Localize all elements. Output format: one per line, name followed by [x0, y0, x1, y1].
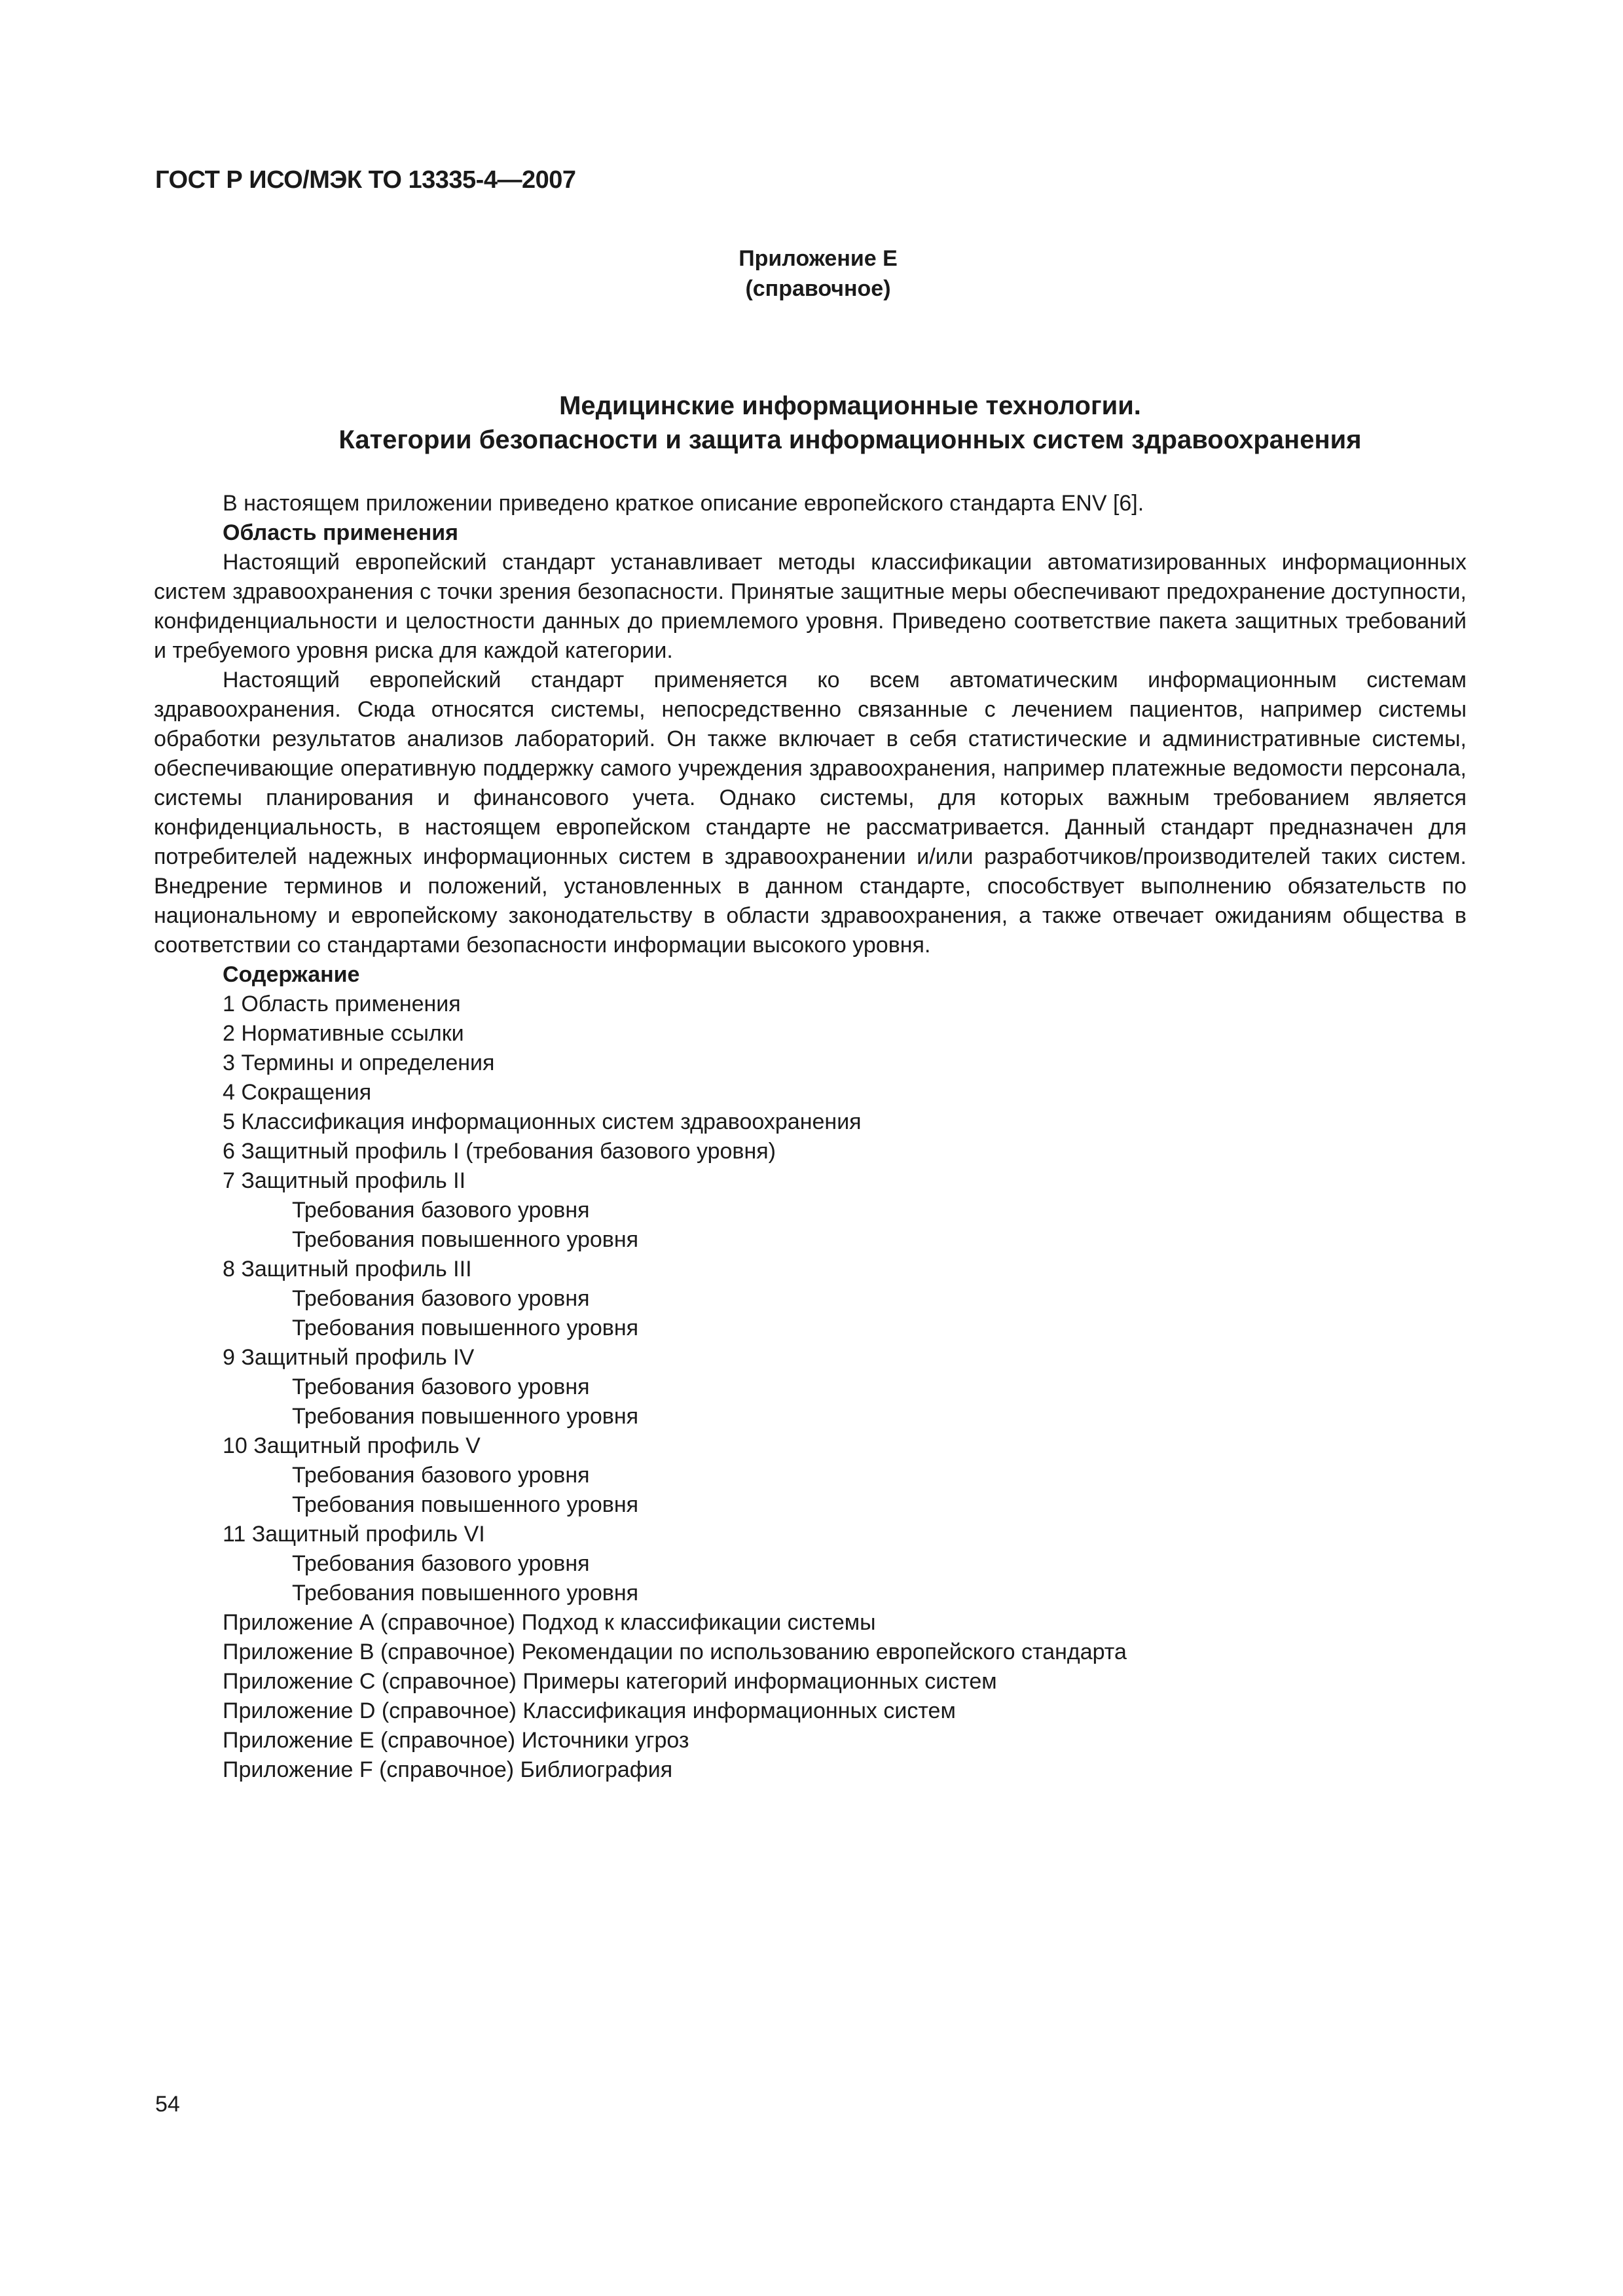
contents-item: 6 Защитный профиль I (требования базового уровня) — [223, 1139, 776, 1164]
scope-heading: Область применения — [223, 520, 459, 545]
contents-subitem: Требования повышенного уровня — [292, 1227, 639, 1252]
contents-item: Приложение А (справочное) Подход к классификации системы — [223, 1610, 876, 1635]
contents-subitem: Требования базового уровня — [292, 1463, 590, 1488]
annex-title — [0, 389, 1623, 457]
contents-subitem: Требования базового уровня — [292, 1198, 590, 1223]
contents-item: Приложение D (справочное) Классификация информационных систем — [223, 1698, 956, 1723]
contents-item: 11 Защитный профиль VI — [223, 1522, 485, 1547]
annex-status: (справочное) — [745, 276, 891, 301]
contents-item: 2 Нормативные ссылки — [223, 1021, 464, 1046]
contents-item: 9 Защитный профиль IV — [223, 1345, 475, 1370]
document-body — [154, 489, 1467, 1785]
intro-paragraph: В настоящем приложении приведено краткое описание европейского стандарта ENV [6]. — [223, 491, 1144, 516]
contents-item: 4 Сокращения — [223, 1080, 372, 1105]
scope-paragraph: Настоящий европейский стандарт устанавливает методы классификации автоматизированных информационных систем здравоохранения с точки зрения безопасности. Принятые защитные меры обеспечивают предохранение доступности, конфиденциальности и целостности данных до приемлемого уровня. Приведено соответствие пакета защитных требований и требуемого уровня риска для каждой категории. — [154, 550, 1467, 663]
contents-item: 8 Защитный профиль III — [223, 1257, 472, 1282]
contents-subitem: Требования базового уровня — [292, 1374, 590, 1399]
contents-subitem: Требования повышенного уровня — [292, 1492, 639, 1517]
contents-subitem: Требования базового уровня — [292, 1286, 590, 1311]
contents-item: 7 Защитный профиль II — [223, 1168, 466, 1193]
contents-subitem: Требования повышенного уровня — [292, 1581, 639, 1605]
contents-item: 10 Защитный профиль V — [223, 1433, 481, 1458]
annex-heading — [0, 243, 1623, 304]
page-number: 54 — [155, 2092, 180, 2117]
annex-label: Приложение Е — [739, 246, 898, 271]
contents-item: 3 Термины и определения — [223, 1050, 495, 1075]
contents-subitem: Требования базового уровня — [292, 1551, 590, 1576]
annex-title-line-1: Медицинские информационные технологии. — [559, 391, 1141, 420]
contents-item: Приложение С (справочное) Примеры категорий информационных систем — [223, 1669, 997, 1694]
contents-item: Приложение В (справочное) Рекомендации по использованию европейского стандарта — [223, 1640, 1127, 1664]
contents-item: 1 Область применения — [223, 992, 461, 1016]
contents-item: Приложение Е (справочное) Источники угроз — [223, 1728, 689, 1753]
contents-subitem: Требования повышенного уровня — [292, 1404, 639, 1429]
contents-list — [223, 990, 1467, 1785]
contents-heading: Содержание — [223, 962, 360, 987]
contents-subitem: Требования повышенного уровня — [292, 1316, 639, 1340]
contents-item: Приложение F (справочное) Библиография — [223, 1757, 673, 1782]
scope-paragraph: Настоящий европейский стандарт применяется ко всем автоматическим информационным системам здравоохранения. Сюда относятся системы, непосредственно связанные с лечением пациентов, например системы обработки результатов анализов лабораторий. Он также включает в себя статистические и административные системы, обеспечивающие оперативную поддержку самого учреждения здравоохранения, например платежные ведомости персонала, системы планирования и финансового учета. Однако системы, для которых важным требованием является конфиденциальность, в настоящем европейском стандарте не рассматривается. Данный стандарт предназначен для потребителей надежных информационных систем в здравоохранении и/или разработчиков/производителей таких систем. Внедрение терминов и положений, установленных в данном стандарте, способствует выполнению обязательств по национальному и европейскому законодательству в области здравоохранения, а также отвечает ожиданиям общества в соответствии со стандартами безопасности информации высокого уровня. — [154, 668, 1467, 958]
annex-title-line-2: Категории безопасности и защита информационных систем здравоохранения — [338, 425, 1362, 454]
contents-item: 5 Классификация информационных систем здравоохранения — [223, 1109, 862, 1134]
document-code: ГОСТ Р ИСО/МЭК ТО 13335-4—2007 — [155, 166, 576, 194]
